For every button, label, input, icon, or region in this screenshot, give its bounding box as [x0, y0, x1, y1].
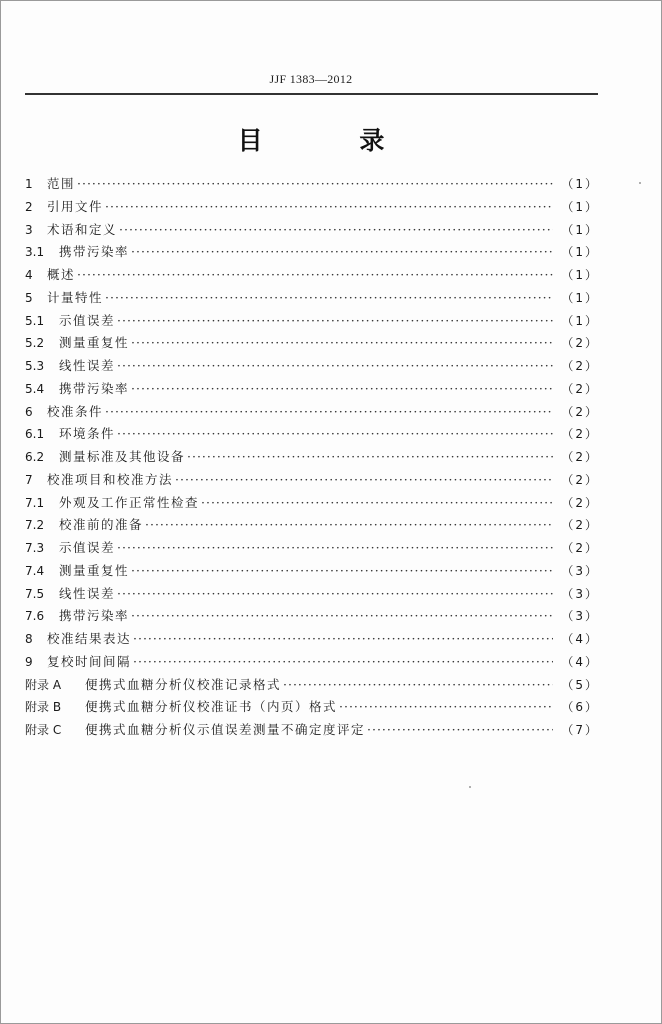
toc-entry [25, 719, 599, 742]
toc-entry [25, 605, 599, 628]
toc-entry-number: 4 [25, 268, 33, 282]
toc-entry-number: 7.5 [25, 586, 45, 601]
toc-entry-number: 7.4 [25, 563, 45, 578]
toc-entry [25, 196, 599, 219]
toc-leader-dots [131, 241, 553, 263]
toc-entry-page: （2） [561, 404, 599, 419]
toc-entry-page: （2） [561, 381, 599, 396]
toc-entry-label: 计量特性 [47, 289, 104, 305]
toc-entry-page: （3） [561, 563, 599, 578]
toc-entry-page: （2） [561, 336, 599, 351]
toc-entry-page: （2） [561, 495, 599, 510]
toc-entry-number: 5 [25, 290, 33, 305]
toc-entry-page: （2） [561, 518, 599, 533]
toc-entry-label: 术语和定义 [47, 221, 118, 237]
toc-entry-label: 便携式血糖分析仪示值误差测量不确定度评定 [85, 722, 366, 737]
toc-leader-dots [77, 173, 553, 195]
table-of-contents [25, 173, 599, 742]
toc-entry-label: 线性误差 [59, 585, 116, 601]
toc-leader-dots [105, 287, 553, 309]
toc-entry-number: 8 [25, 632, 33, 646]
toc-entry-label: 示值误差 [59, 540, 116, 555]
toc-entry-number: 7 [25, 472, 33, 487]
toc-entry-label: 范围 [47, 176, 76, 191]
toc-leader-dots [119, 219, 553, 241]
toc-entry-number: 附录 B [25, 700, 62, 715]
toc-entry-page: （4） [561, 654, 599, 669]
toc-leader-dots [131, 560, 553, 582]
toc-entry-label: 概述 [47, 267, 76, 282]
scan-speck [469, 786, 471, 788]
toc-entry [25, 514, 599, 537]
toc-leader-dots [133, 651, 553, 673]
toc-entry [25, 674, 599, 697]
toc-entry-number: 5.4 [25, 381, 45, 396]
toc-entry-page: （1） [561, 222, 599, 237]
toc-entry-label: 携带污染率 [59, 608, 130, 624]
toc-leader-dots [105, 401, 553, 423]
toc-entry-number: 7.3 [25, 541, 45, 555]
toc-entry-number: 6.1 [25, 427, 45, 442]
toc-leader-dots [131, 378, 553, 400]
toc-entry [25, 219, 599, 242]
toc-entry [25, 355, 599, 378]
toc-entry-page: （1） [561, 177, 599, 191]
toc-entry-page: （2） [561, 472, 599, 487]
toc-entry-page: （3） [561, 586, 599, 601]
toc-leader-dots [117, 583, 553, 605]
toc-title: 目 录 [237, 126, 429, 155]
toc-entry-page: （5） [561, 677, 599, 692]
toc-entry-page: （3） [561, 609, 599, 624]
toc-entry [25, 310, 599, 333]
toc-entry [25, 264, 599, 287]
toc-entry-label: 校准条件 [47, 403, 104, 419]
toc-entry [25, 651, 599, 674]
toc-entry-number: 6.2 [25, 450, 45, 464]
toc-leader-dots [145, 514, 553, 536]
toc-entry-page: （1） [561, 290, 599, 305]
toc-entry [25, 332, 599, 355]
toc-entry-label: 测量标准及其他设备 [59, 449, 186, 464]
toc-entry-number: 3.1 [25, 245, 45, 260]
toc-leader-dots [117, 355, 553, 377]
toc-entry-number: 7.6 [25, 609, 45, 624]
toc-leader-dots [339, 696, 553, 718]
toc-entry-page: （2） [561, 427, 599, 442]
toc-leader-dots [117, 423, 553, 445]
document-code-header: JJF 1383—2012 [269, 72, 353, 86]
toc-entry-number: 附录 C [25, 723, 62, 737]
toc-leader-dots [77, 264, 553, 286]
toc-entry-label: 携带污染率 [59, 244, 130, 260]
toc-entry-number: 7.2 [25, 518, 45, 533]
toc-entry-number: 5.2 [25, 336, 45, 351]
toc-leader-dots [131, 605, 553, 627]
toc-leader-dots [117, 537, 553, 559]
toc-entry-number: 7.1 [25, 495, 45, 510]
toc-entry-label: 校准项目和校准方法 [47, 471, 174, 487]
toc-entry-label: 测量重复性 [59, 335, 130, 351]
toc-entry [25, 173, 599, 196]
toc-entry [25, 241, 599, 264]
toc-entry-page: （1） [561, 268, 599, 282]
toc-entry-label: 示值误差 [59, 312, 116, 328]
toc-entry-number: 3 [25, 222, 33, 237]
toc-leader-dots [283, 674, 553, 696]
toc-entry [25, 378, 599, 401]
toc-entry-label: 携带污染率 [59, 380, 130, 396]
toc-entry-page: （1） [561, 245, 599, 260]
toc-entry [25, 492, 599, 515]
toc-entry-number: 1 [25, 177, 33, 191]
toc-entry [25, 537, 599, 560]
toc-entry [25, 423, 599, 446]
toc-entry-number: 附录 A [25, 677, 62, 692]
toc-entry-page: （4） [561, 632, 599, 646]
toc-entry [25, 469, 599, 492]
toc-entry-page: （1） [561, 199, 599, 214]
toc-entry-label: 引用文件 [47, 198, 104, 214]
header-rule [25, 93, 598, 95]
toc-entry-number: 5.3 [25, 359, 45, 373]
toc-entry-label: 测量重复性 [59, 562, 130, 578]
toc-entry-label: 复校时间间隔 [47, 653, 132, 669]
toc-entry [25, 628, 599, 651]
toc-entry-label: 外观及工作正常性检查 [59, 494, 200, 510]
toc-entry [25, 287, 599, 310]
toc-entry-number: 9 [25, 654, 33, 669]
toc-entry-page: （2） [561, 541, 599, 555]
toc-entry-number: 6 [25, 404, 33, 419]
toc-leader-dots [133, 628, 553, 650]
toc-entry-label: 环境条件 [59, 426, 116, 442]
toc-entry-page: （2） [561, 450, 599, 464]
toc-entry-label: 便携式血糖分析仪校准证书（内页）格式 [85, 699, 338, 715]
toc-leader-dots [201, 492, 553, 514]
toc-entry [25, 696, 599, 719]
toc-entry [25, 560, 599, 583]
toc-leader-dots [117, 310, 553, 332]
toc-leader-dots [187, 446, 553, 468]
toc-entry-label: 校准前的准备 [59, 517, 144, 533]
toc-entry-number: 2 [25, 199, 33, 214]
toc-entry-page: （7） [561, 723, 599, 737]
toc-leader-dots [175, 469, 553, 491]
toc-entry-page: （2） [561, 359, 599, 373]
toc-entry-label: 校准结果表达 [47, 631, 132, 646]
toc-leader-dots [131, 332, 553, 354]
toc-entry-label: 便携式血糖分析仪校准记录格式 [85, 676, 282, 692]
toc-entry-page: （1） [561, 313, 599, 328]
toc-entry [25, 446, 599, 469]
toc-entry [25, 583, 599, 606]
toc-leader-dots [105, 196, 553, 218]
toc-entry-page: （6） [561, 700, 599, 715]
toc-entry-label: 线性误差 [59, 358, 116, 373]
toc-entry-number: 5.1 [25, 313, 45, 328]
toc-leader-dots [367, 719, 553, 741]
toc-entry [25, 401, 599, 424]
scan-speck [639, 182, 641, 184]
